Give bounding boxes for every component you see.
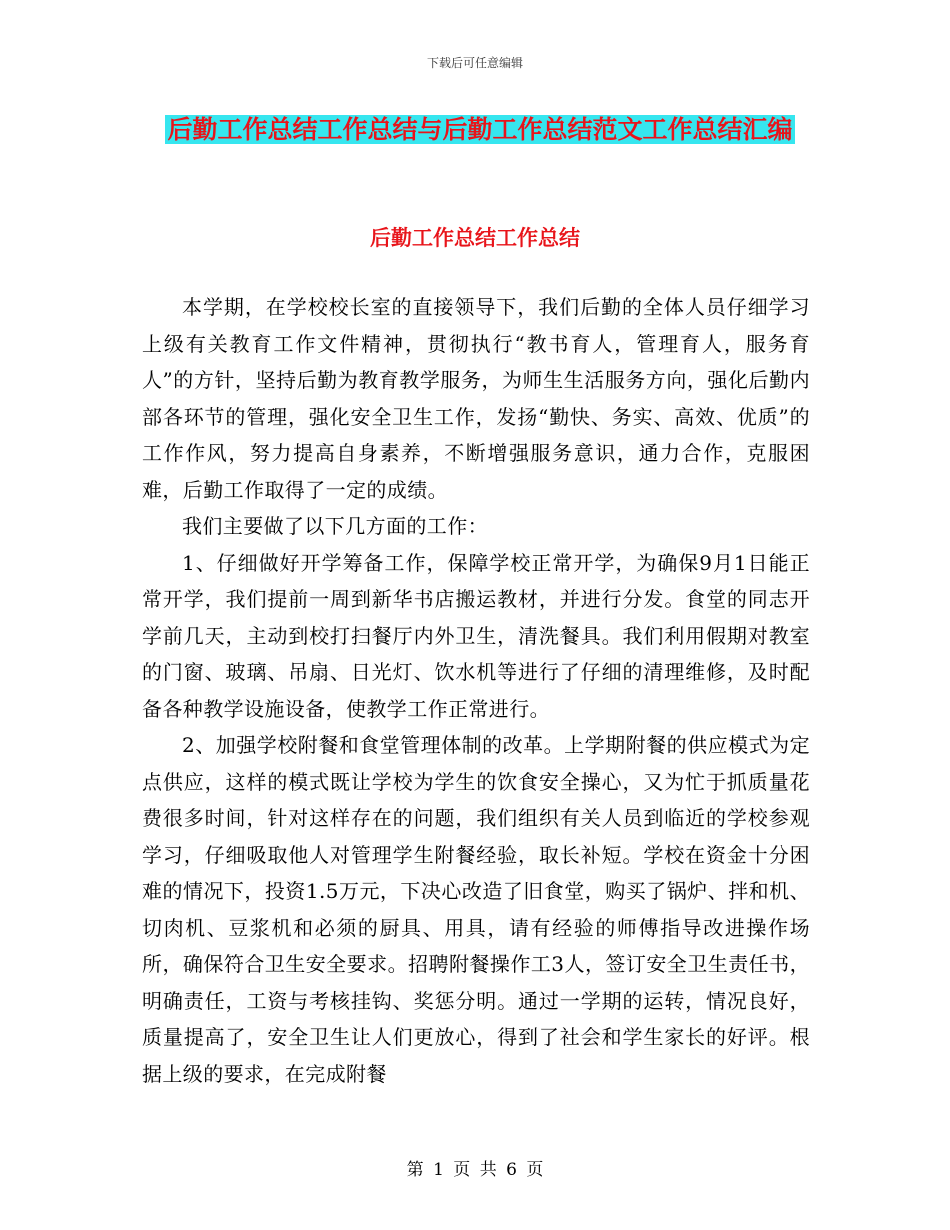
- page-number: 第 1 页 共 6 页: [406, 1160, 544, 1180]
- body-paragraph: 2、加强学校附餐和食堂管理体制的改革。上学期附餐的供应模式为定点供应，这样的模式既让学校为学生的饮食安全操心，又为忙于抓质量花费很多时间，针对这样存在的问题，我们组织有关人员到临近的学校参观学习，仔细吸取他人对管理学生附餐经验，取长补短。学校在资金十分困难的情况下，投资1.5万元，下决心改造了旧食堂，购买了锅炉、拌和机、切肉机、豆浆机和必须的厨具、用具，请有经验的师傅指导改进操作场所，确保符合卫生安全要求。招聘附餐操作工3人，签订安全卫生责任书，明确责任，工资与考核挂钩、奖惩分明。通过一学期的运转，情况良好，质量提高了，安全卫生让人们更放心，得到了社会和学生家长的好评。根据上级的要求，在完成附餐: [142, 733, 810, 1086]
- body-paragraph: 本学期，在学校校长室的直接领导下，我们后勤的全体人员仔细学习上级有关教育工作文件精神，贯彻执行“教书育人，管理育人，服务育人”的方针，坚持后勤为教育教学服务，为师生生活服务方向，强化后勤内部各环节的管理，强化安全卫生工作，发扬“勤快、务实、高效、优质”的工作作风，努力提高自身素养，不断增强服务意识，通力合作，克服困难，后勤工作取得了一定的成绩。: [142, 295, 810, 502]
- section-title: 后勤工作总结工作总结: [370, 226, 580, 250]
- document-title-text: 后勤工作总结工作总结与后勤工作总结范文工作总结汇编: [167, 115, 793, 144]
- document-body: [142, 289, 810, 1092]
- body-paragraph: 我们主要做了以下几方面的工作：: [182, 514, 488, 538]
- body-paragraph: 1、仔细做好开学筹备工作，保障学校正常开学，为确保9月1日能正常开学，我们提前一周到新华书店搬运教材，并进行分发。食堂的同志开学前几天，主动到校打扫餐厅内外卫生，清洗餐具。我们利用假期对教室的门窗、玻璃、吊扇、日光灯、饮水机等进行了仔细的清理维修，及时配备各种教学设施设备，使教学工作正常进行。: [142, 550, 810, 721]
- page-header-note: 下载后可任意编辑: [426, 56, 523, 70]
- document-title: [140, 108, 820, 152]
